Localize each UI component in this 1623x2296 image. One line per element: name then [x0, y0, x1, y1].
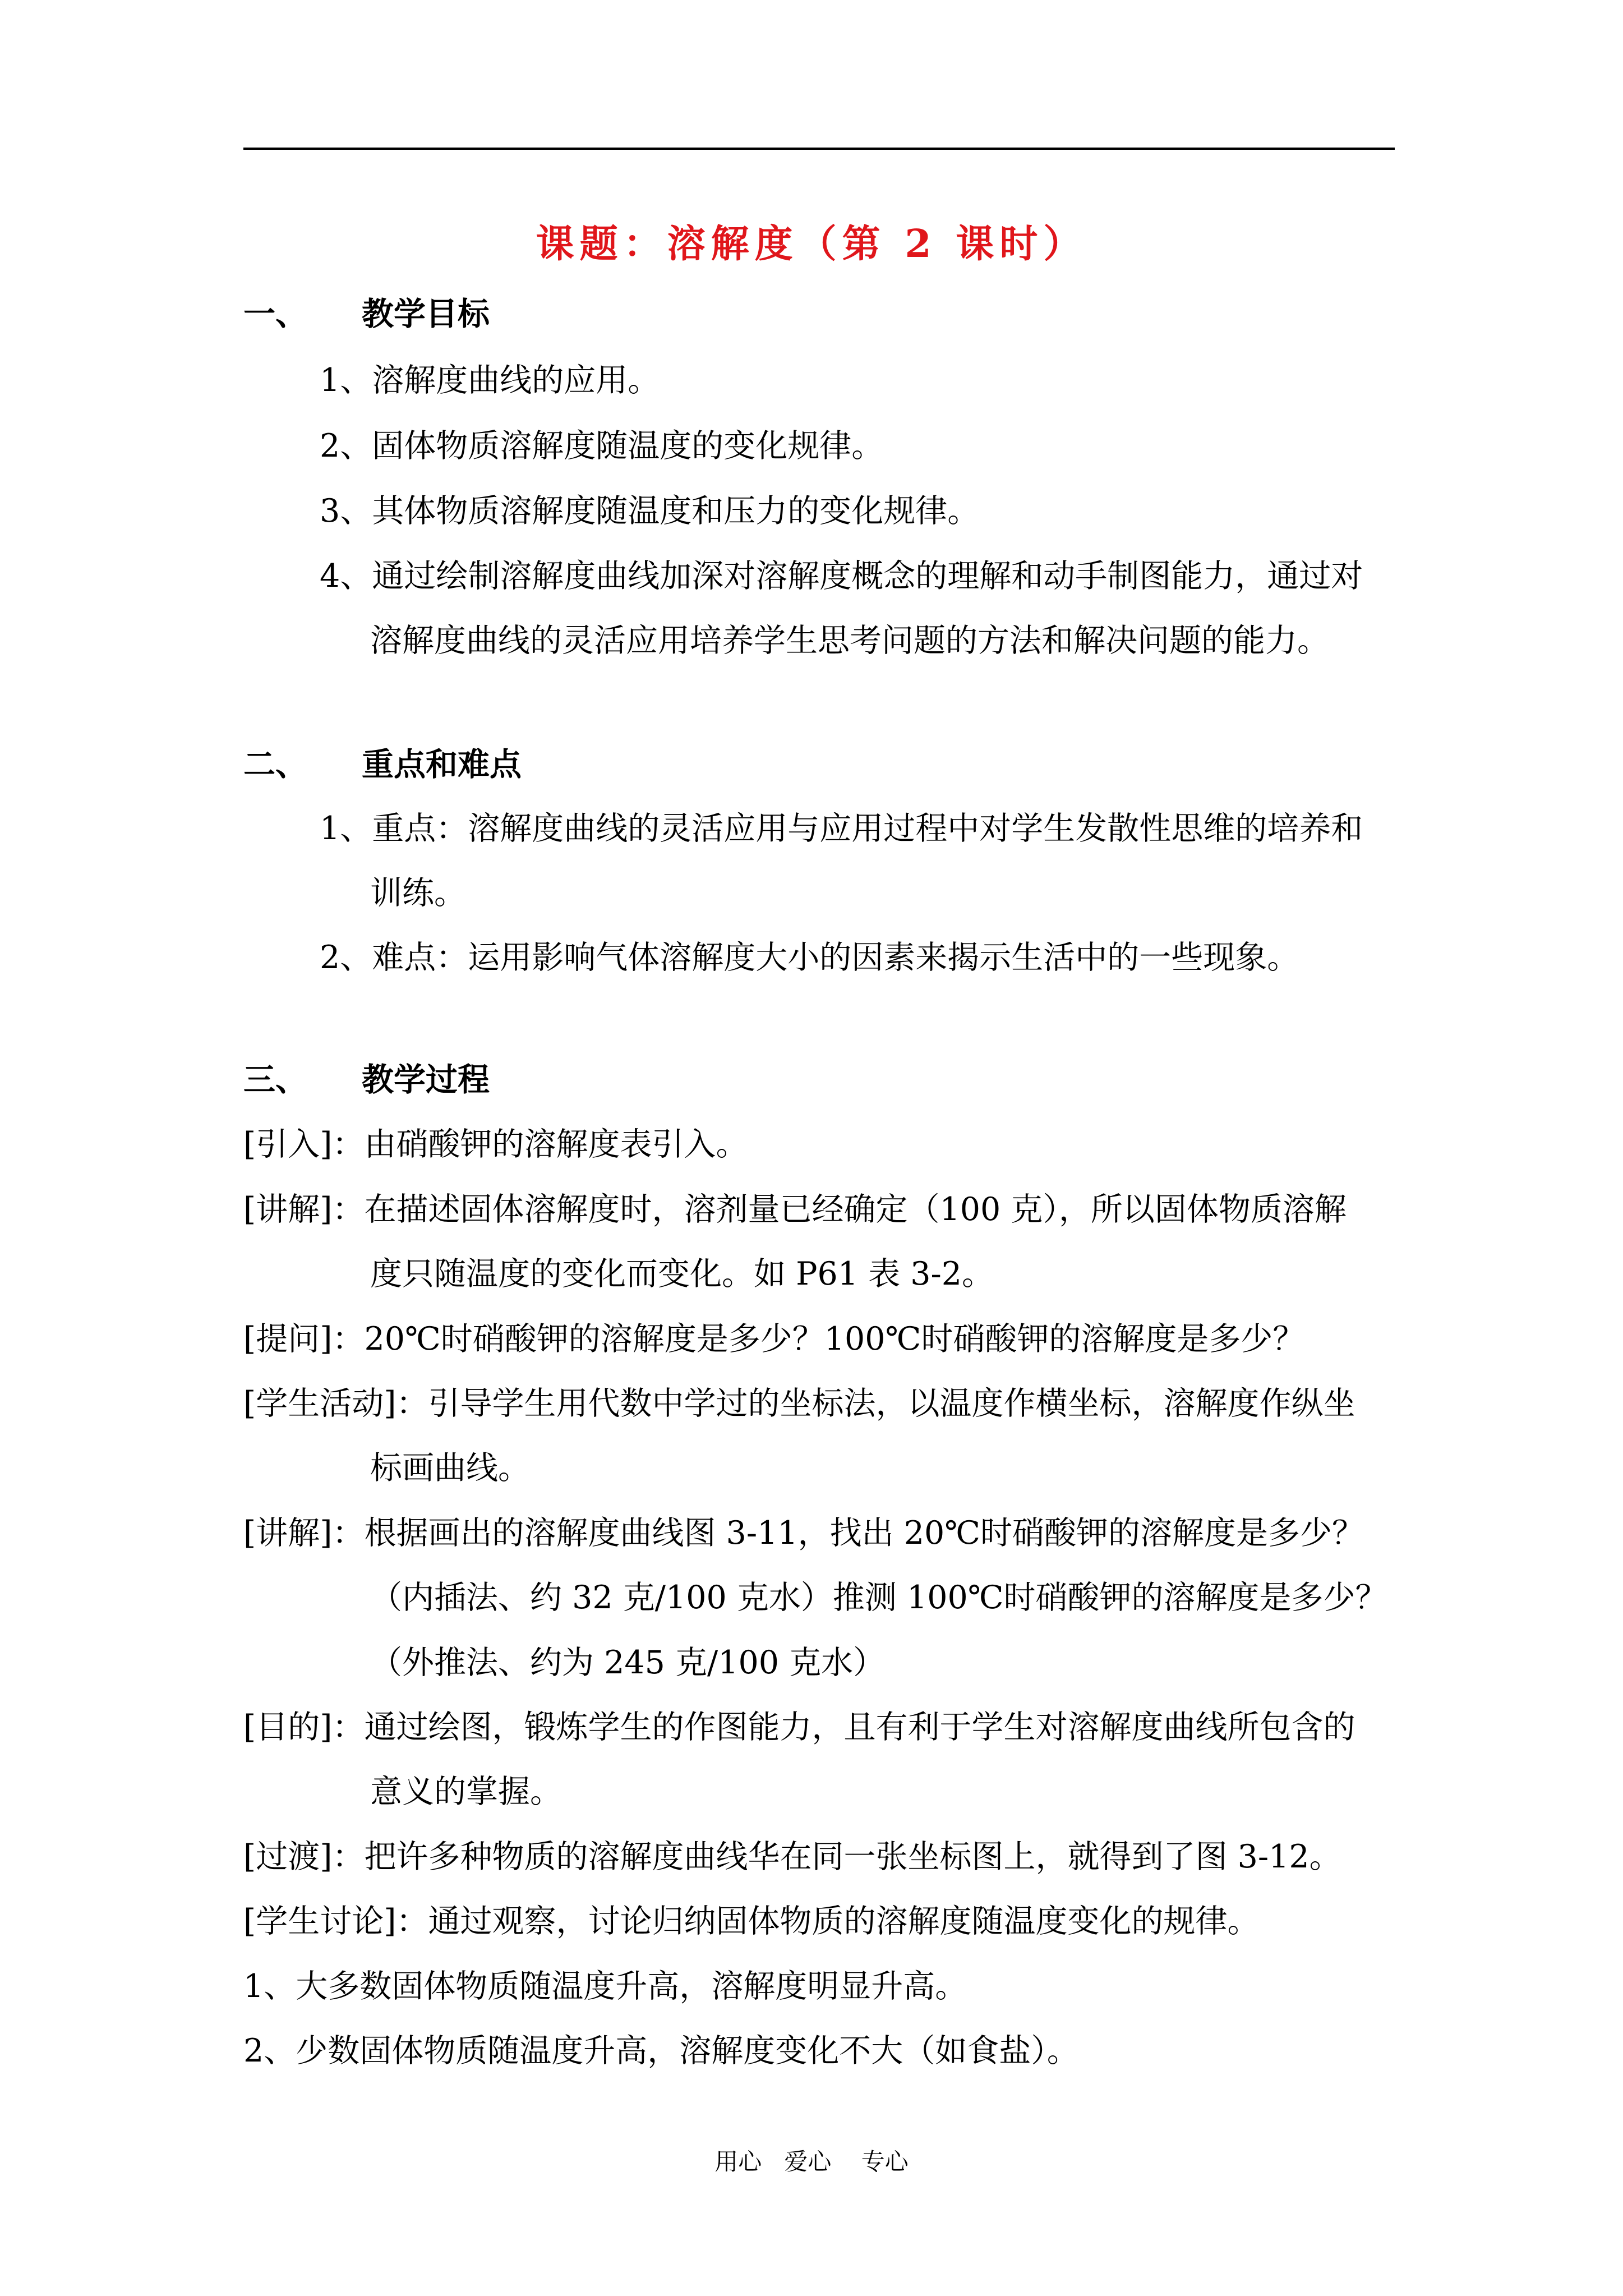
list-item: 4、通过绘制溶解度曲线加深对溶解度概念的理解和动手制图能力，通过对 — [320, 558, 1363, 595]
process-line-continuation: 度只随温度的变化而变化。如 P61 表 3-2。 — [370, 1255, 994, 1292]
process-line-continuation: 意义的掌握。 — [370, 1773, 562, 1810]
list-item-continuation: 溶解度曲线的灵活应用培养学生思考问题的方法和解决问题的能力。 — [370, 622, 1329, 659]
process-line: [学生活动]：引导学生用代数中学过的坐标法，以温度作横坐标，溶解度作纵坐 — [243, 1385, 1355, 1422]
process-line: [讲解]：在描述固体溶解度时，溶剂量已经确定（100 克），所以固体物质溶解 — [243, 1191, 1347, 1228]
process-line: [学生讨论]：通过观察，讨论归纳固体物质的溶解度随温度变化的规律。 — [243, 1903, 1260, 1940]
list-item: 2、固体物质溶解度随温度的变化规律。 — [320, 427, 884, 464]
list-item-continuation: 训练。 — [370, 875, 466, 912]
process-line-continuation: （外推法、约为 245 克/100 克水） — [370, 1644, 886, 1681]
list-item: 2、难点：运用影响气体溶解度大小的因素来揭示生活中的一些现象。 — [320, 939, 1299, 976]
section-1-heading: 教学目标 — [362, 295, 490, 333]
page-footer: 用心 爱心 专心 — [714, 2148, 909, 2175]
document-title: 课题：溶解度（第 2 课时） — [536, 222, 1087, 266]
process-line-continuation: 标画曲线。 — [370, 1450, 530, 1487]
process-line: [引入]：由硝酸钾的溶解度表引入。 — [243, 1126, 748, 1163]
process-line: 2、少数固体物质随温度升高，溶解度变化不大（如食盐）。 — [243, 2032, 1079, 2069]
process-line: [提问]：20℃时硝酸钾的溶解度是多少？100℃时硝酸钾的溶解度是多少？ — [243, 1320, 1305, 1358]
list-item: 1、溶解度曲线的应用。 — [320, 362, 660, 399]
list-item: 1、重点：溶解度曲线的灵活应用与应用过程中对学生发散性思维的培养和 — [320, 810, 1363, 847]
section-2-number: 二、 — [243, 746, 307, 783]
process-line: [过渡]：把许多种物质的溶解度曲线华在同一张坐标图上，就得到了图 3-12。 — [243, 1838, 1341, 1875]
process-line-continuation: （内插法、约 32 克/100 克水）推测 100℃时硝酸钾的溶解度是多少？ — [370, 1579, 1387, 1616]
process-line: [讲解]：根据画出的溶解度曲线图 3-11，找出 20℃时硝酸钾的溶解度是多少？ — [243, 1515, 1364, 1552]
process-line: [目的]：通过绘图，锻炼学生的作图能力，且有利于学生对溶解度曲线所包含的 — [243, 1709, 1355, 1746]
section-3-heading: 教学过程 — [362, 1061, 490, 1098]
header-rule — [243, 148, 1395, 150]
section-1-number: 一、 — [243, 295, 307, 333]
section-2-heading: 重点和难点 — [362, 746, 522, 783]
process-line: 1、大多数固体物质随温度升高，溶解度明显升高。 — [243, 1968, 967, 2005]
list-item: 3、其体物质溶解度随温度和压力的变化规律。 — [320, 493, 980, 530]
section-3-number: 三、 — [243, 1061, 307, 1098]
